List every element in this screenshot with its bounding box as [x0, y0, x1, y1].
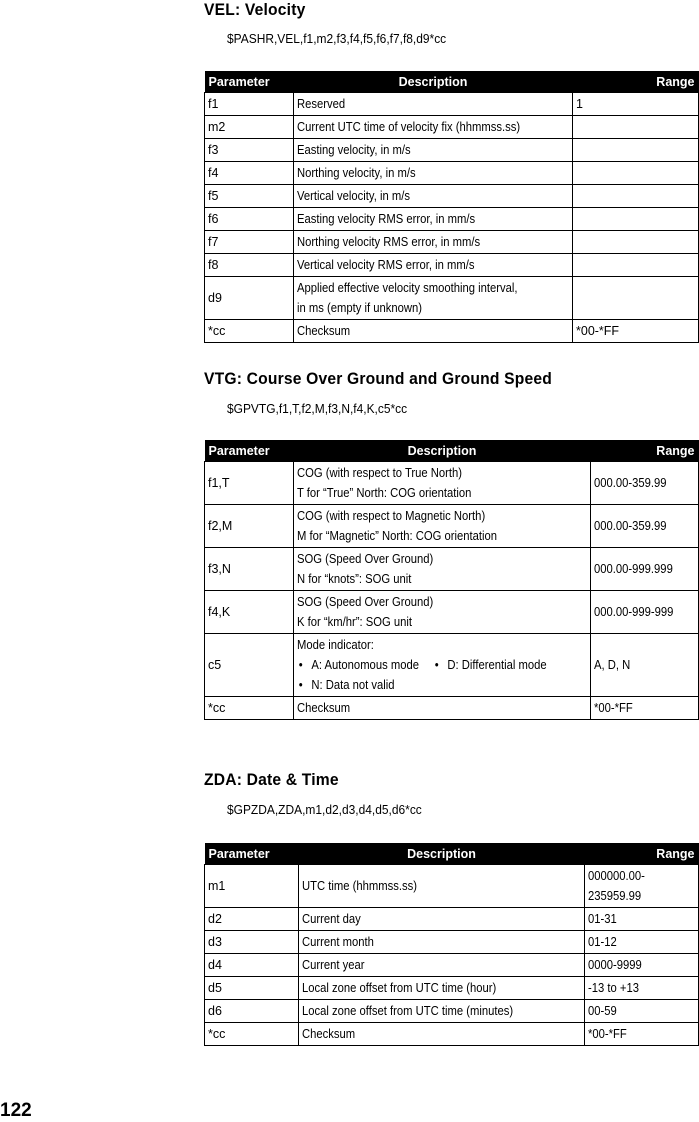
table-row: [205, 591, 699, 634]
table-row: [205, 634, 699, 697]
table-row: [205, 954, 699, 977]
table-row: [205, 977, 699, 1000]
cell-desc: Applied effective velocity smoothing interval, in ms (empty if unknown): [294, 277, 573, 320]
cell-range: [573, 277, 699, 320]
table-vtg: [204, 440, 699, 720]
cell-desc: Checksum: [299, 1023, 585, 1046]
cell-param: f2,M: [205, 505, 294, 548]
cell-desc: Easting velocity RMS error, in mm/s: [294, 208, 573, 231]
cell-desc: UTC time (hhmmss.ss): [299, 865, 585, 908]
cell-range: 000.00-359.99: [591, 462, 699, 505]
table-row: [205, 162, 699, 185]
table-row: [205, 548, 699, 591]
syntax-zda: $GPZDA,ZDA,m1,d2,d3,d4,d5,d6*cc: [227, 802, 422, 817]
cell-desc: Easting velocity, in m/s: [294, 139, 573, 162]
cell-desc: Vertical velocity, in m/s: [294, 185, 573, 208]
page-number: 122: [0, 1100, 32, 1121]
cell-desc: Reserved: [294, 93, 573, 116]
table-row: [205, 1023, 699, 1046]
cell-range: 1: [573, 93, 699, 116]
table-row: [205, 185, 699, 208]
cell-range: *00-*FF: [591, 697, 699, 720]
cell-desc: Checksum: [294, 697, 591, 720]
cell-param: f4: [205, 162, 294, 185]
cell-param: d5: [205, 977, 299, 1000]
syntax-vel: $PASHR,VEL,f1,m2,f3,f4,f5,f6,f7,f8,d9*cc: [227, 31, 447, 46]
cell-param: m2: [205, 116, 294, 139]
bullet-item: • D: Differential mode: [433, 655, 547, 675]
cell-param: m1: [205, 865, 299, 908]
cell-desc: Current day: [299, 908, 585, 931]
table-row: [205, 277, 699, 320]
header-range: Range: [585, 843, 699, 865]
cell-param: *cc: [205, 1023, 299, 1046]
table-row: [205, 697, 699, 720]
table-row: [205, 320, 699, 343]
table-header: [205, 440, 699, 462]
cell-param: f3,N: [205, 548, 294, 591]
header-range: Range: [573, 71, 699, 93]
cell-desc: Current year: [299, 954, 585, 977]
table-row: [205, 93, 699, 116]
header-description: Description: [294, 71, 573, 93]
syntax-vtg: $GPVTG,f1,T,f2,M,f3,N,f4,K,c5*cc: [227, 401, 408, 416]
cell-range: [573, 116, 699, 139]
table-row: [205, 505, 699, 548]
header-description: Description: [299, 843, 585, 865]
header-description: Description: [294, 440, 591, 462]
table-row: [205, 908, 699, 931]
cell-param: f1,T: [205, 462, 294, 505]
cell-param: d2: [205, 908, 299, 931]
cell-desc: Mode indicator: • A: Autonomous mode• D: Differential mode• N: Data not valid: [294, 634, 591, 697]
cell-range: -13 to +13: [585, 977, 699, 1000]
cell-desc: Current UTC time of velocity fix (hhmmss.ss): [294, 116, 573, 139]
cell-desc: Northing velocity, in m/s: [294, 162, 573, 185]
cell-range: *00-*FF: [585, 1023, 699, 1046]
cell-range: [573, 139, 699, 162]
cell-param: d4: [205, 954, 299, 977]
cell-range: 01-31: [585, 908, 699, 931]
cell-param: f3: [205, 139, 294, 162]
table-row: [205, 116, 699, 139]
cell-param: f4,K: [205, 591, 294, 634]
bullet-item: • N: Data not valid: [297, 675, 395, 695]
cell-desc: Checksum: [294, 320, 573, 343]
cell-range: [573, 162, 699, 185]
cell-desc: SOG (Speed Over Ground) N for “knots”: SOG unit: [294, 548, 591, 591]
cell-range: *00-*FF: [573, 320, 699, 343]
cell-range: 000.00-359.99: [591, 505, 699, 548]
cell-range: A, D, N: [591, 634, 699, 697]
cell-desc: Northing velocity RMS error, in mm/s: [294, 231, 573, 254]
table-row: [205, 1000, 699, 1023]
cell-desc: Local zone offset from UTC time (minutes): [299, 1000, 585, 1023]
cell-range: [573, 185, 699, 208]
bullet-item: • A: Autonomous mode: [297, 655, 419, 675]
cell-range: 000.00-999.999: [591, 548, 699, 591]
cell-param: f1: [205, 93, 294, 116]
table-header: [205, 843, 699, 865]
cell-desc: Vertical velocity RMS error, in mm/s: [294, 254, 573, 277]
cell-desc: SOG (Speed Over Ground) K for “km/hr”: SOG unit: [294, 591, 591, 634]
cell-range: 00-59: [585, 1000, 699, 1023]
table-header: [205, 71, 699, 93]
cell-range: 0000-9999: [585, 954, 699, 977]
section-title-zda: ZDA: Date & Time: [204, 770, 339, 789]
table-row: [205, 254, 699, 277]
cell-range: 000000.00- 235959.99: [585, 865, 699, 908]
cell-param: d3: [205, 931, 299, 954]
cell-param: d6: [205, 1000, 299, 1023]
cell-desc: Current month: [299, 931, 585, 954]
table-row: [205, 462, 699, 505]
cell-desc: Local zone offset from UTC time (hour): [299, 977, 585, 1000]
cell-param: d9: [205, 277, 294, 320]
table-row: [205, 231, 699, 254]
cell-param: f8: [205, 254, 294, 277]
cell-range: [573, 208, 699, 231]
cell-param: f5: [205, 185, 294, 208]
header-parameter: Parameter: [205, 843, 299, 865]
cell-range: [573, 231, 699, 254]
table-row: [205, 139, 699, 162]
cell-param: f6: [205, 208, 294, 231]
cell-desc: COG (with respect to True North) T for “True” North: COG orientation: [294, 462, 591, 505]
cell-range: 01-12: [585, 931, 699, 954]
section-title-vtg: VTG: Course Over Ground and Ground Speed: [204, 369, 553, 388]
cell-range: 000.00-999-999: [591, 591, 699, 634]
table-zda: [204, 843, 699, 1046]
table-row: [205, 931, 699, 954]
cell-param: *cc: [205, 320, 294, 343]
cell-range: [573, 254, 699, 277]
header-range: Range: [591, 440, 699, 462]
table-vel: [204, 71, 699, 343]
cell-desc: COG (with respect to Magnetic North) M for “Magnetic” North: COG orientation: [294, 505, 591, 548]
cell-param: c5: [205, 634, 294, 697]
table-row: [205, 865, 699, 908]
section-title-vel: VEL: Velocity: [204, 0, 306, 19]
table-row: [205, 208, 699, 231]
cell-param: f7: [205, 231, 294, 254]
cell-param: *cc: [205, 697, 294, 720]
header-parameter: Parameter: [205, 71, 294, 93]
header-parameter: Parameter: [205, 440, 294, 462]
